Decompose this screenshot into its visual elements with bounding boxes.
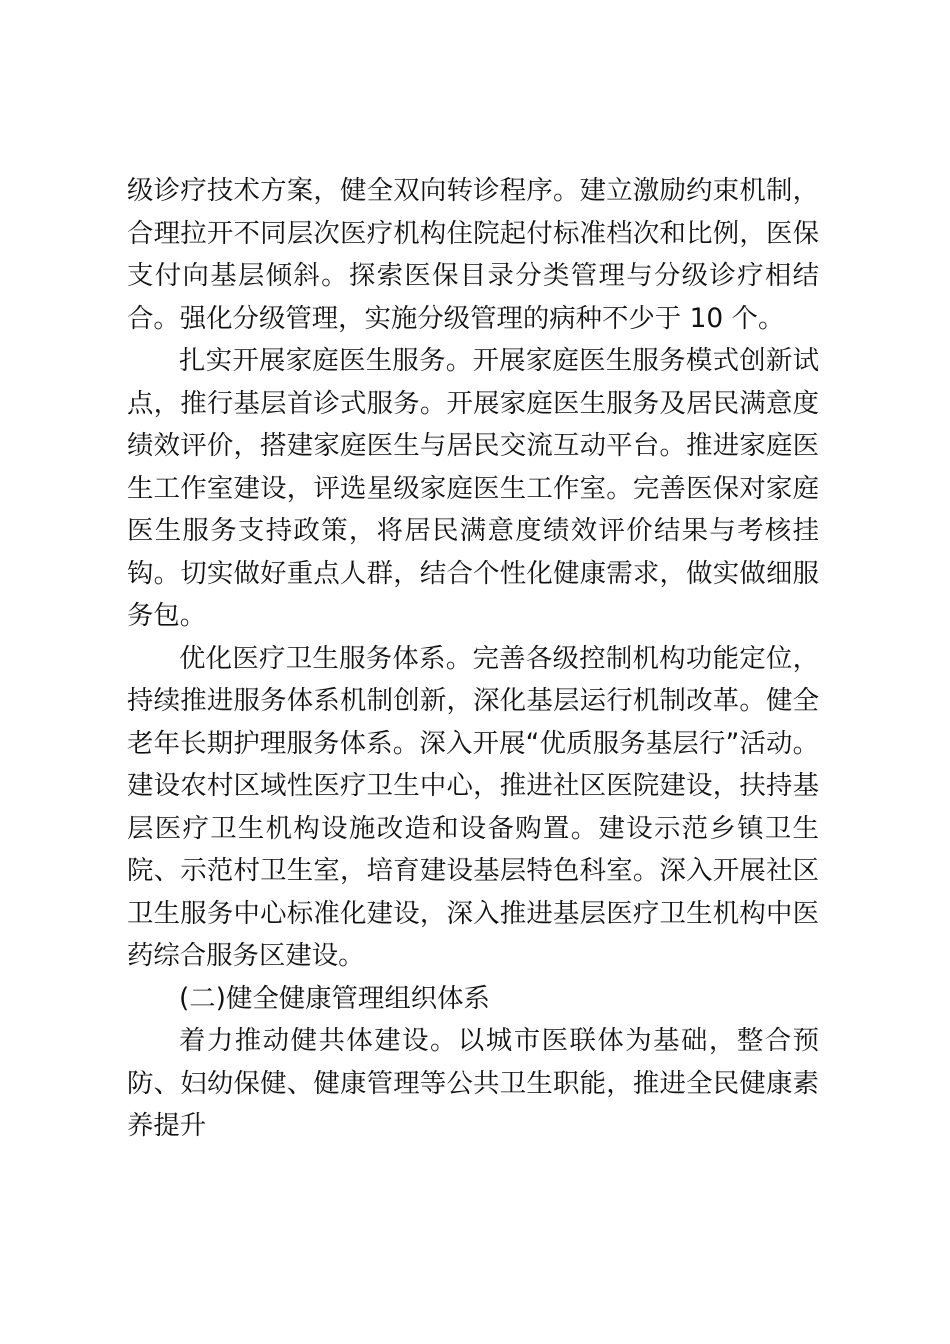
paragraph-family-doctor: 扎实开展家庭医生服务。开展家庭医生服务模式创新试点，推行基层首诊式服务。开展家庭医生服务及居民满意度绩效评价，搭建家庭医生与居民交流互动平台。推进家庭医生工作室建设，评选星级家庭医生工作室。完善医保对家庭医生服务支持政策，将居民满意度绩效评价结果与考核挂钩。切实做好重点人群，结合个性化健康需求，做实做细服务包。 xyxy=(127,345,819,631)
document-body xyxy=(127,170,819,1148)
paragraph-health-community: 着力推动健共体建设。以城市医联体为基础，整合预防、妇幼保健、健康管理等公共卫生职能，推进全民健康素养提升 xyxy=(127,1025,819,1141)
section-heading: (二)健全健康管理组织体系 xyxy=(179,982,490,1014)
paragraph-service-system: 优化医疗卫生服务体系。完善各级控制机构功能定位，持续推进服务体系机制创新，深化基层运行机制改革。健全老年长期护理服务体系。深入开展“优质服务基层行”活动。建设农村区域性医疗卫生中心，推进社区医院建设，扶持基层医疗卫生机构设施改造和设备购置。建设示范乡镇卫生院、示范村卫生室，培育建设基层特色科室。深入开展社区卫生服务中心标准化建设，深入推进基层医疗卫生机构中医药综合服务区建设。 xyxy=(127,642,819,971)
paragraph-tiered-treatment: 级诊疗技术方案，健全双向转诊程序。建立激励约束机制，合理拉开不同层次医疗机构住院起付标准档次和比例，医保支付向基层倾斜。探索医保目录分类管理与分级诊疗相结合。强化分级管理，实施分级管理的病种不少于 10 个。 xyxy=(127,175,819,334)
